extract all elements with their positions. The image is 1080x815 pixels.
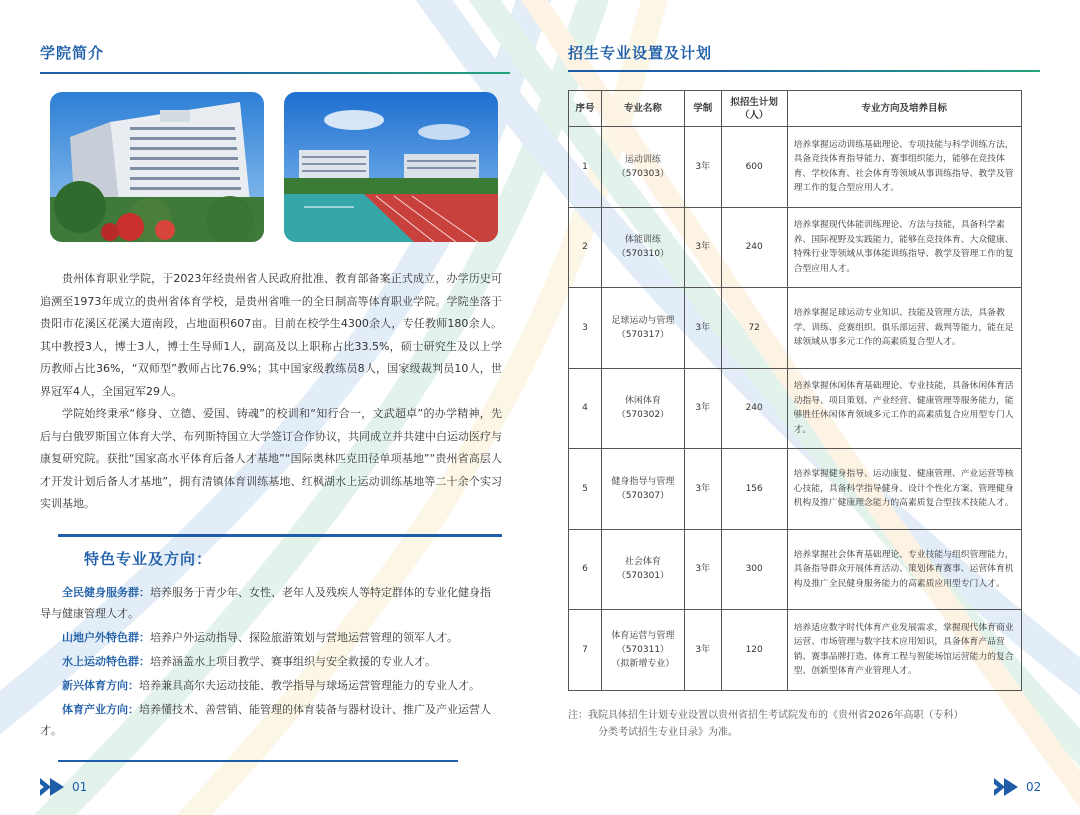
cell-duration: 3年 — [684, 610, 721, 691]
header-major-name: 专业名称 — [601, 91, 684, 127]
featured-item-desc: 培养涵盖水上项目教学、赛事组织与安全救援的专业人才。 — [150, 655, 436, 668]
featured-item — [40, 582, 496, 624]
cell-duration: 3年 — [684, 368, 721, 449]
page-number-left — [40, 778, 87, 796]
cell-major — [601, 610, 684, 691]
major-name: 休闲体育 — [624, 396, 661, 407]
table-row — [569, 449, 1022, 530]
featured-item — [40, 651, 496, 672]
major-code: （570301） — [616, 571, 670, 582]
header-no: 序号 — [569, 91, 602, 127]
page-number: 02 — [1026, 780, 1042, 794]
featured-item-name: 体育产业方向： — [62, 703, 139, 716]
featured-item-name: 新兴体育方向： — [62, 679, 139, 692]
featured-item — [40, 699, 496, 741]
cell-no: 2 — [569, 207, 602, 288]
footnote-line: 注：我院具体招生计划专业设置以贵州省招生考试院发布的《贵州省2026年高职（专科） — [568, 710, 964, 721]
cell-no: 1 — [569, 127, 602, 208]
table-row — [569, 127, 1022, 208]
cell-no: 4 — [569, 368, 602, 449]
featured-majors-list — [40, 582, 496, 744]
cell-major — [601, 368, 684, 449]
cell-plan: 600 — [721, 127, 787, 208]
featured-item-desc: 培养户外运动指导、探险旅游策划与营地运营管理的领军人才。 — [150, 631, 458, 644]
cell-goal: 培养掌握现代体能训练理论、方法与技能，具备科学素养、国际视野及实践能力，能够在竞技体育、大众健康、特殊行业等领域从事体能训练指导、教学及管理工作的复合型应用人才。 — [787, 207, 1021, 288]
intro-paragraph: 贵州体育职业学院，于2023年经贵州省人民政府批准、教育部备案正式成立，办学历史可追溯至1973年成立的贵州省体育学校，是贵州省唯一的全日制高等体育职业学院。学院坐落于贵阳市花溪区花溪大道南段，占地面积607亩。目前在校学生4300余人，专任教师180余人。其中教授3人，博士3人，博士生导师1人，副高及以上职称占比33.5%，硕士研究生及以上学历教师占比36%，“双师型”教师占比76.9%；其中国家级教练员8人，国家级裁判员10人，世界冠军4人，全国冠军29人。 — [40, 272, 502, 398]
page-number-right — [994, 778, 1041, 796]
cell-major — [601, 449, 684, 530]
cell-plan: 72 — [721, 288, 787, 369]
major-name: 社会体育 — [624, 557, 661, 568]
major-code: （570303） — [616, 168, 670, 179]
featured-item-desc: 培养服务于青少年、女性、老年人及残疾人等特定群体的专业化健身指导与健康管理人才。 — [40, 586, 491, 620]
featured-majors-box — [40, 534, 502, 762]
table-row — [569, 368, 1022, 449]
table-row — [569, 610, 1022, 691]
featured-item — [40, 675, 496, 696]
header-duration: 学制 — [684, 91, 721, 127]
major-code: （570302） — [616, 410, 670, 421]
cell-plan: 300 — [721, 529, 787, 610]
cell-plan: 240 — [721, 207, 787, 288]
cell-duration: 3年 — [684, 207, 721, 288]
table-row — [569, 288, 1022, 369]
cell-goal: 培养掌握运动训练基础理论、专项技能与科学训练方法，具备竞技体育指导能力、赛事组织能力，能够在竞技体育、学校体育、社会体育等领域从事训练指导、教学及管理工作的复合型应用人才。 — [787, 127, 1021, 208]
cell-no: 5 — [569, 449, 602, 530]
cell-major — [601, 207, 684, 288]
title-underline — [40, 72, 510, 74]
cell-duration: 3年 — [684, 288, 721, 369]
featured-bottom-line — [58, 760, 458, 762]
cell-goal: 培养掌握健身指导、运动康复、健康管理、产业运营等核心技能，具备科学指导健身、设计个性化方案、管理健身机构及推广健康理念能力的高素质复合型技术技能人才。 — [787, 449, 1021, 530]
major-code: （570307） — [616, 490, 670, 501]
featured-item-name: 水上运动特色群： — [62, 655, 150, 668]
cell-major — [601, 529, 684, 610]
featured-top-line — [58, 534, 502, 537]
featured-item-desc: 培养兼具高尔夫运动技能、教学指导与球场运营管理能力的专业人才。 — [139, 679, 480, 692]
college-intro-text — [40, 268, 502, 516]
right-page — [540, 0, 1080, 815]
featured-item-name: 山地户外特色群： — [62, 631, 150, 644]
title-underline — [568, 70, 1040, 72]
major-name: 体育运营与管理 — [611, 630, 675, 641]
major-code: （570310） — [616, 249, 670, 260]
cell-no: 7 — [569, 610, 602, 691]
featured-item — [40, 627, 496, 648]
double-chevron-icon — [40, 778, 66, 796]
featured-majors-title: 特色专业及方向： — [84, 550, 213, 568]
cell-no: 3 — [569, 288, 602, 369]
enrollment-plan-table — [568, 90, 1022, 691]
featured-item-name: 全民健身服务群： — [62, 586, 150, 599]
cell-major — [601, 127, 684, 208]
cell-plan: 120 — [721, 610, 787, 691]
table-header-row — [569, 91, 1022, 127]
cell-goal: 培养掌握足球运动专业知识、技能及管理方法，具备教学、训练、竞赛组织、俱乐部运营、裁判等能力，能在足球领域从事多元工作的高素质复合型人才。 — [787, 288, 1021, 369]
cell-duration: 3年 — [684, 529, 721, 610]
double-chevron-icon — [994, 778, 1020, 796]
cell-plan: 156 — [721, 449, 787, 530]
campus-building-photo — [50, 92, 264, 242]
table-row — [569, 529, 1022, 610]
page-number: 01 — [72, 780, 88, 794]
table-footnote — [568, 707, 1028, 741]
major-name: 足球运动与管理 — [611, 315, 675, 326]
major-name: 运动训练 — [624, 154, 661, 165]
header-goal: 专业方向及培养目标 — [787, 91, 1021, 127]
header-plan-count: 拟招生计划（人） — [721, 91, 787, 127]
intro-paragraph: 学院始终秉承“修身、立德、爱国、铸魂”的校训和“知行合一，文武超卓”的办学精神，先后与白俄罗斯国立体育大学、布列斯特国立大学签订合作协议，共同成立并共建中白运动医疗与康复研究院。获批“国家高水平体育后备人才基地”“国际奥林匹克田径单项基地”“贵州省高层人才开发计划后备人才基地”，拥有清镇体育训练基地、红枫湖水上运动训练基地等二十余个实习实训基地。 — [40, 407, 502, 510]
cell-duration: 3年 — [684, 127, 721, 208]
major-name: 体能训练 — [624, 235, 661, 246]
cell-duration: 3年 — [684, 449, 721, 530]
major-code: （570311） — [616, 644, 670, 655]
major-note: （拟新增专业） — [611, 658, 675, 669]
cell-goal: 培养掌握社会体育基础理论、专业技能与组织管理能力，具备指导群众开展体育活动、策划体育赛事、运营体育机构及推广全民健身服务能力的高素质应用型专门人才。 — [787, 529, 1021, 610]
cell-goal: 培养适应数字时代体育产业发展需求，掌握现代体育商业运营、市场管理与数字技术应用知识，具备体育产品营销、赛事品牌打造、体育工程与智能场馆运营能力的复合型、创新型体育产业管理人才。 — [787, 610, 1021, 691]
cell-no: 6 — [569, 529, 602, 610]
cell-major — [601, 288, 684, 369]
sports-field-photo — [284, 92, 498, 242]
major-code: （570317） — [616, 329, 670, 340]
footnote-line: 分类考试招生专业目录》为准。 — [598, 727, 738, 738]
major-name: 健身指导与管理 — [611, 476, 675, 487]
section-title-college-intro: 学院简介 — [40, 44, 105, 62]
cell-goal: 培养掌握休闲体育基础理论、专业技能，具备休闲体育活动指导、项目策划、产业经营、健康管理等服务能力，能够胜任休闲体育领域多元工作的高素质复合应用型专门人才。 — [787, 368, 1021, 449]
table-row — [569, 207, 1022, 288]
featured-item-desc: 培养懂技术、善营销、能管理的体育装备与器材设计、推广及产业运营人才。 — [40, 703, 491, 737]
cell-plan: 240 — [721, 368, 787, 449]
section-title-enrollment-plan: 招生专业设置及计划 — [568, 44, 713, 62]
